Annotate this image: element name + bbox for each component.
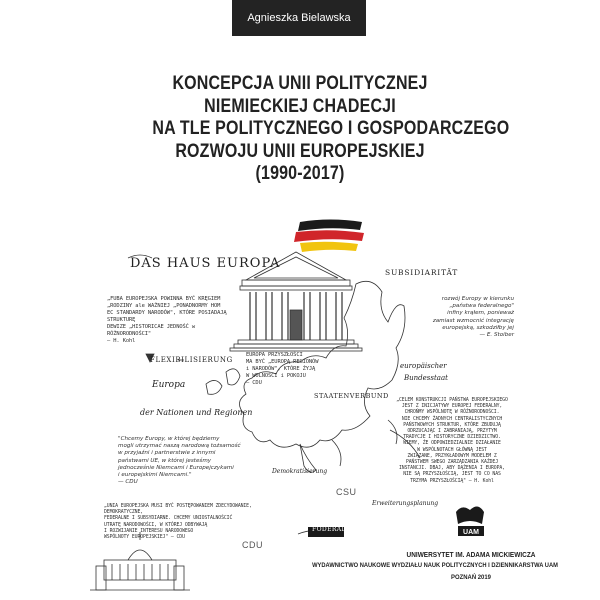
note-europa-przyszlosci: EUROPA PRZYSZŁOŚCI MA BYĆ „EUROPĄ REGIONÓW i NARODÓW", KTÓRE ŻYJĄ W WOLNOŚCI i POKOJU — CDU (246, 352, 319, 386)
title-line-1: KONCEPCJA UNII POLITYCZNEJ (172, 72, 428, 94)
uam-logo-text: UAM (463, 529, 479, 536)
label-europa: Europa (152, 380, 186, 390)
label-csu: CSU (336, 487, 357, 497)
title-line-3: NA TLE POLITYCZNEGO I GOSPODARCZEGO (152, 117, 510, 139)
label-nationen-regionen: der Nationen und Regionen (140, 408, 253, 417)
title-line-2: NIEMIECKIEJ CHADECJI (204, 94, 396, 117)
label-bundesstaat: Bundesstaat (404, 374, 448, 382)
publisher-city-year: POZNAŃ 2019 (451, 574, 491, 581)
german-flag-strokes (294, 220, 364, 253)
quote-cdu: "Chcemy Europy, w której będziemy mogli utrzymać naszą narodową tożsamość w przyjaźni i partnerstwie z innymi państwami UE, w której jesteśmy jednocześnie Niemcami i Europejczykami i europejskimi Niemcami." — CDU (118, 436, 241, 486)
note-kohl-right: „CELEM KONSTRUKCJI PAŃSTWA EUROPEJSKIEGO JEST Z INICJATYWY EUROPEJ FEDERALNY, CHROŃMY WSPÓLNOTĘ W RÓŻNORODNOŚCI. NIE CHCEMY ŻADNYCH CENTRALISTYCZNYCH PAŃSTWOWYCH STRUKTUR, KTÓRE ZBUDUJĄ ODRZUCAJĄC I ZABRANIAJĄ, PRZYTYM TRADYCJE I HISTORYCZNE DZIEDZICTWO. WIEMY, ŻE ODPOWIEDZIALNIE DZIAŁANIE W WSPÓLNOTACH GŁÓWNĄ JEST ZWIĄZANE, PRZYKŁADOWYM MODELEM Z PAŃSTWEM SWEGO ZARZĄDZANIA KAŻDEJ INSTANCJI. DBAJ, ABY DĄŻENIA I EUROPA, NIE SĄ PRZYSZŁOŚCIĄ, JEST TO CO NAS TRZYMA PRZYSZŁOŚCIĄ" — H. Kohl (396, 398, 508, 484)
label-cdu: CDU (242, 540, 263, 550)
title-line-4: ROZWOJU UNII EUROPEJSKIEJ (175, 139, 425, 162)
label-demokratisierung: Demokratisierung (272, 468, 328, 475)
author-name: Agnieszka Bielawska (247, 12, 351, 24)
label-europaischer: europäischer (400, 362, 447, 370)
label-haus-europa: DAS HAUS EUROPA (130, 256, 281, 271)
label-foderalismus: FÖDERALISMUS (312, 526, 370, 533)
note-kohl-left: „FUBA EUROPEJSKA POWINNA BYĆ KRĘGIEM „RODZINY ale WAŻNIEJ „PONADNORMY HOM EC STANDARDY NARODÓW", KTÓRE POSIADAJĄ STRUKTURĘ DEWIZE „HISTORICAE JEDNOŚĆ w RÓŻNORODNOŚCI" — H. Kohl (107, 296, 227, 344)
label-erweiterung: Erweiterungsplanung (372, 500, 439, 507)
publisher-university: UNIWERSYTET IM. ADAMA MICKIEWICZA (406, 550, 536, 559)
label-flexibilisierung: FLEXIBILISIERUNG (150, 356, 233, 364)
label-subsidiaritat: SUBSIDIARITÄT (385, 268, 459, 277)
publisher-faculty: WYDAWNICTWO NAUKOWE WYDZIAŁU NAUK POLITYCZNYCH I DZIENNIKARSTWA UAM (312, 562, 558, 569)
uam-logo (456, 506, 484, 536)
title-line-5: (1990-2017) (255, 162, 345, 184)
label-staatenverbund: STAATENVERBUND (314, 392, 389, 400)
note-stoiber: rozwój Europy w kierunku „państwa federalnego" infiny krąłem, ponieważ zamiast wzmocnić integrację europejską, szkodziłby jej — E. Stoiber (432, 296, 514, 339)
note-bottom-cdu: „UNIA EUROPEJSKA MUSI BYĆ POSTĘPOWANIEM ZDECYDOWANIE, DEMOKRATYCZNE, FEDERALNE I SUBSYDIARNE. CHCEMY UNIOSTALNOŚCIĆ UTRATĘ NARODOWOŚCI, W KTÓREJ ODBYWAJĄ I ROZWIJANIE INTERESU NARODOWEGO WSPÓLNOTY EUROPEJSKIEJ" — CDU (104, 504, 252, 541)
